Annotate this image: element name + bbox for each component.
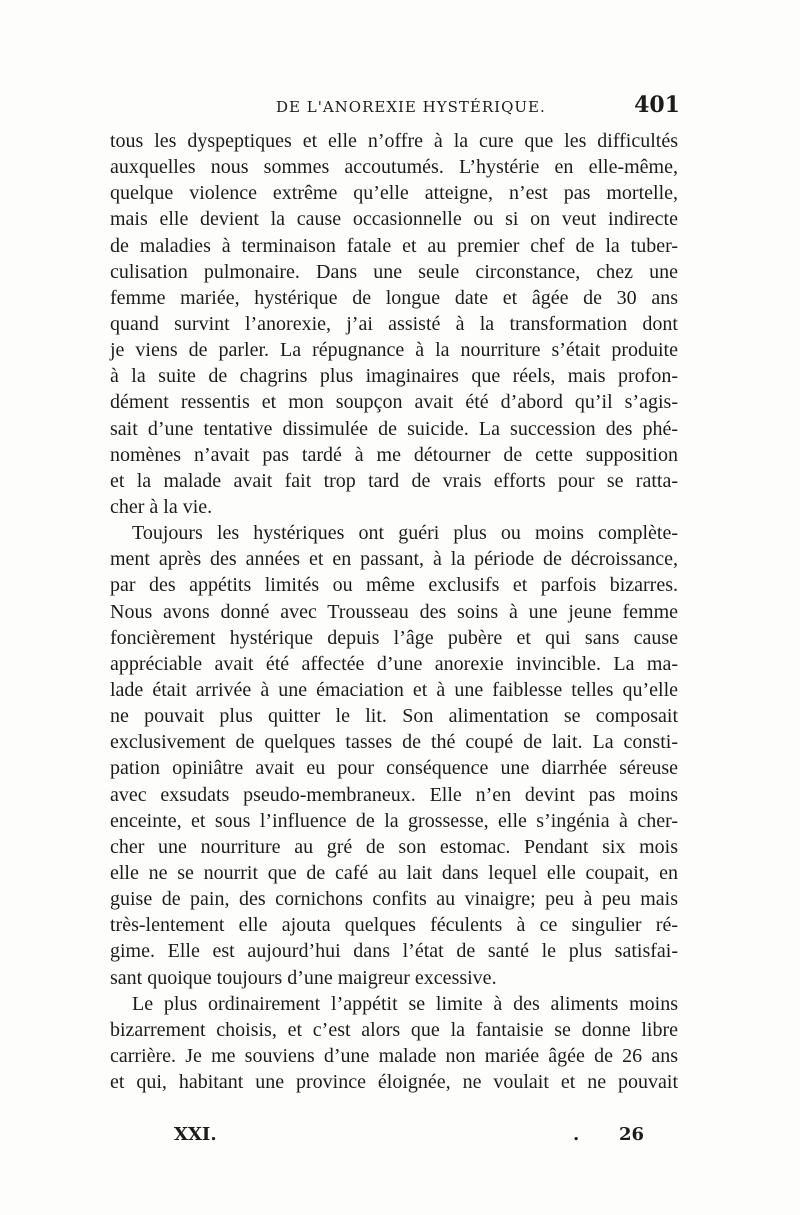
text-line: nomènes n’avait pas tardé à me détourner de cette supposition <box>110 443 678 466</box>
text-line: carrière. Je me souviens d’une malade non mariée âgée de 26 ans <box>110 1044 678 1067</box>
text-line: lade était arrivée à une émaciation et à une faiblesse telles qu’elle <box>110 678 678 701</box>
text-line: mais elle devient la cause occasionnelle ou si on veut indirecte <box>110 208 678 231</box>
text-line: guise de pain, des cornichons confits au vinaigre; peu à peu mais <box>110 888 678 911</box>
text-line: femme mariée, hystérique de longue date et âgée de 30 ans <box>110 286 678 309</box>
text-line: culisation pulmonaire. Dans une seule circonstance, chez une <box>110 260 678 283</box>
text-line: pation opiniâtre avait eu pour conséquence une diarrhée séreuse <box>110 757 678 780</box>
text-line: elle ne se nourrit que de café au lait dans lequel elle coupait, en <box>110 861 678 884</box>
text-line: à la suite de chagrins plus imaginaires que réels, mais profon- <box>110 365 678 388</box>
text-line: auxquelles nous sommes accoutumés. L’hystérie en elle-même, <box>110 156 678 179</box>
text-line: quand survint l’anorexie, j’ai assisté à la transformation dont <box>110 312 678 335</box>
text-line: dément ressentis et mon soupçon avait été d’abord qu’il s’agis- <box>110 391 678 414</box>
text-line: enceinte, et sous l’influence de la grossesse, elle s’ingénia à cher- <box>110 809 678 832</box>
sheet-number: 26 <box>618 1124 644 1145</box>
text-line: bizarrement choisis, et c’est alors que la fantaisie se donne libre <box>110 1018 678 1041</box>
page-footer <box>174 1124 644 1152</box>
text-line: ment après des années et en passant, à la période de décroissance, <box>110 548 678 571</box>
text-line: et la malade avait fait trop tard de vrais efforts pour se ratta- <box>110 469 678 492</box>
text-line: et qui, habitant une province éloignée, ne voulait et ne pouvait <box>110 1071 678 1094</box>
text-line: tous les dyspeptiques et elle n’offre à la cure que les difficultés <box>110 130 678 152</box>
text-line: cher à la vie. <box>110 495 213 518</box>
text-line: très-lentement elle ajouta quelques féculents à ce singulier ré- <box>110 914 678 937</box>
signature-mark: XXI. <box>174 1124 217 1145</box>
text-line: Nous avons donné avec Trousseau des soins à une jeune femme <box>110 600 678 623</box>
text-line: avec exsudats pseudo-membraneux. Elle n’en devint pas moins <box>110 783 678 806</box>
text-line: quelque violence extrême qu’elle atteigne, n’est pas mortelle, <box>110 182 678 205</box>
body-text <box>110 128 678 1095</box>
running-head: DE L'ANOREXIE HYSTÉRIQUE. <box>276 98 546 116</box>
text-line: sait d’une tentative dissimulée de suicide. La succession des phé- <box>110 417 678 440</box>
paragraph-start-line: Toujours les hystériques ont guéri plus ou moins complète- <box>132 522 678 545</box>
footer-dot: . <box>573 1124 580 1145</box>
text-line: je viens de parler. La répugnance à la nourriture s’était produite <box>110 339 678 362</box>
text-line: appréciable avait été affectée d’une anorexie invincible. La ma- <box>110 652 678 675</box>
page-header <box>108 92 680 122</box>
text-line: cher une nourriture au gré de son estomac. Pendant six mois <box>110 835 678 858</box>
paragraph-start-line: Le plus ordinairement l’appétit se limite à des aliments moins <box>132 992 678 1015</box>
text-line: exclusivement de quelques tasses de thé coupé de lait. La consti- <box>110 731 678 754</box>
text-line: gime. Elle est aujourd’hui dans l’état de santé le plus satisfai- <box>110 940 678 963</box>
text-line: par des appétits limités ou même exclusifs et parfois bizarres. <box>110 574 678 597</box>
text-line: sant quoique toujours d’une maigreur excessive. <box>110 966 497 989</box>
text-line: de maladies à terminaison fatale et au premier chef de la tuber- <box>110 234 678 257</box>
text-line: foncièrement hystérique depuis l’âge pubère et qui sans cause <box>110 626 678 649</box>
page-number: 401 <box>634 92 680 118</box>
text-line: ne pouvait plus quitter le lit. Son alimentation se composait <box>110 705 678 728</box>
